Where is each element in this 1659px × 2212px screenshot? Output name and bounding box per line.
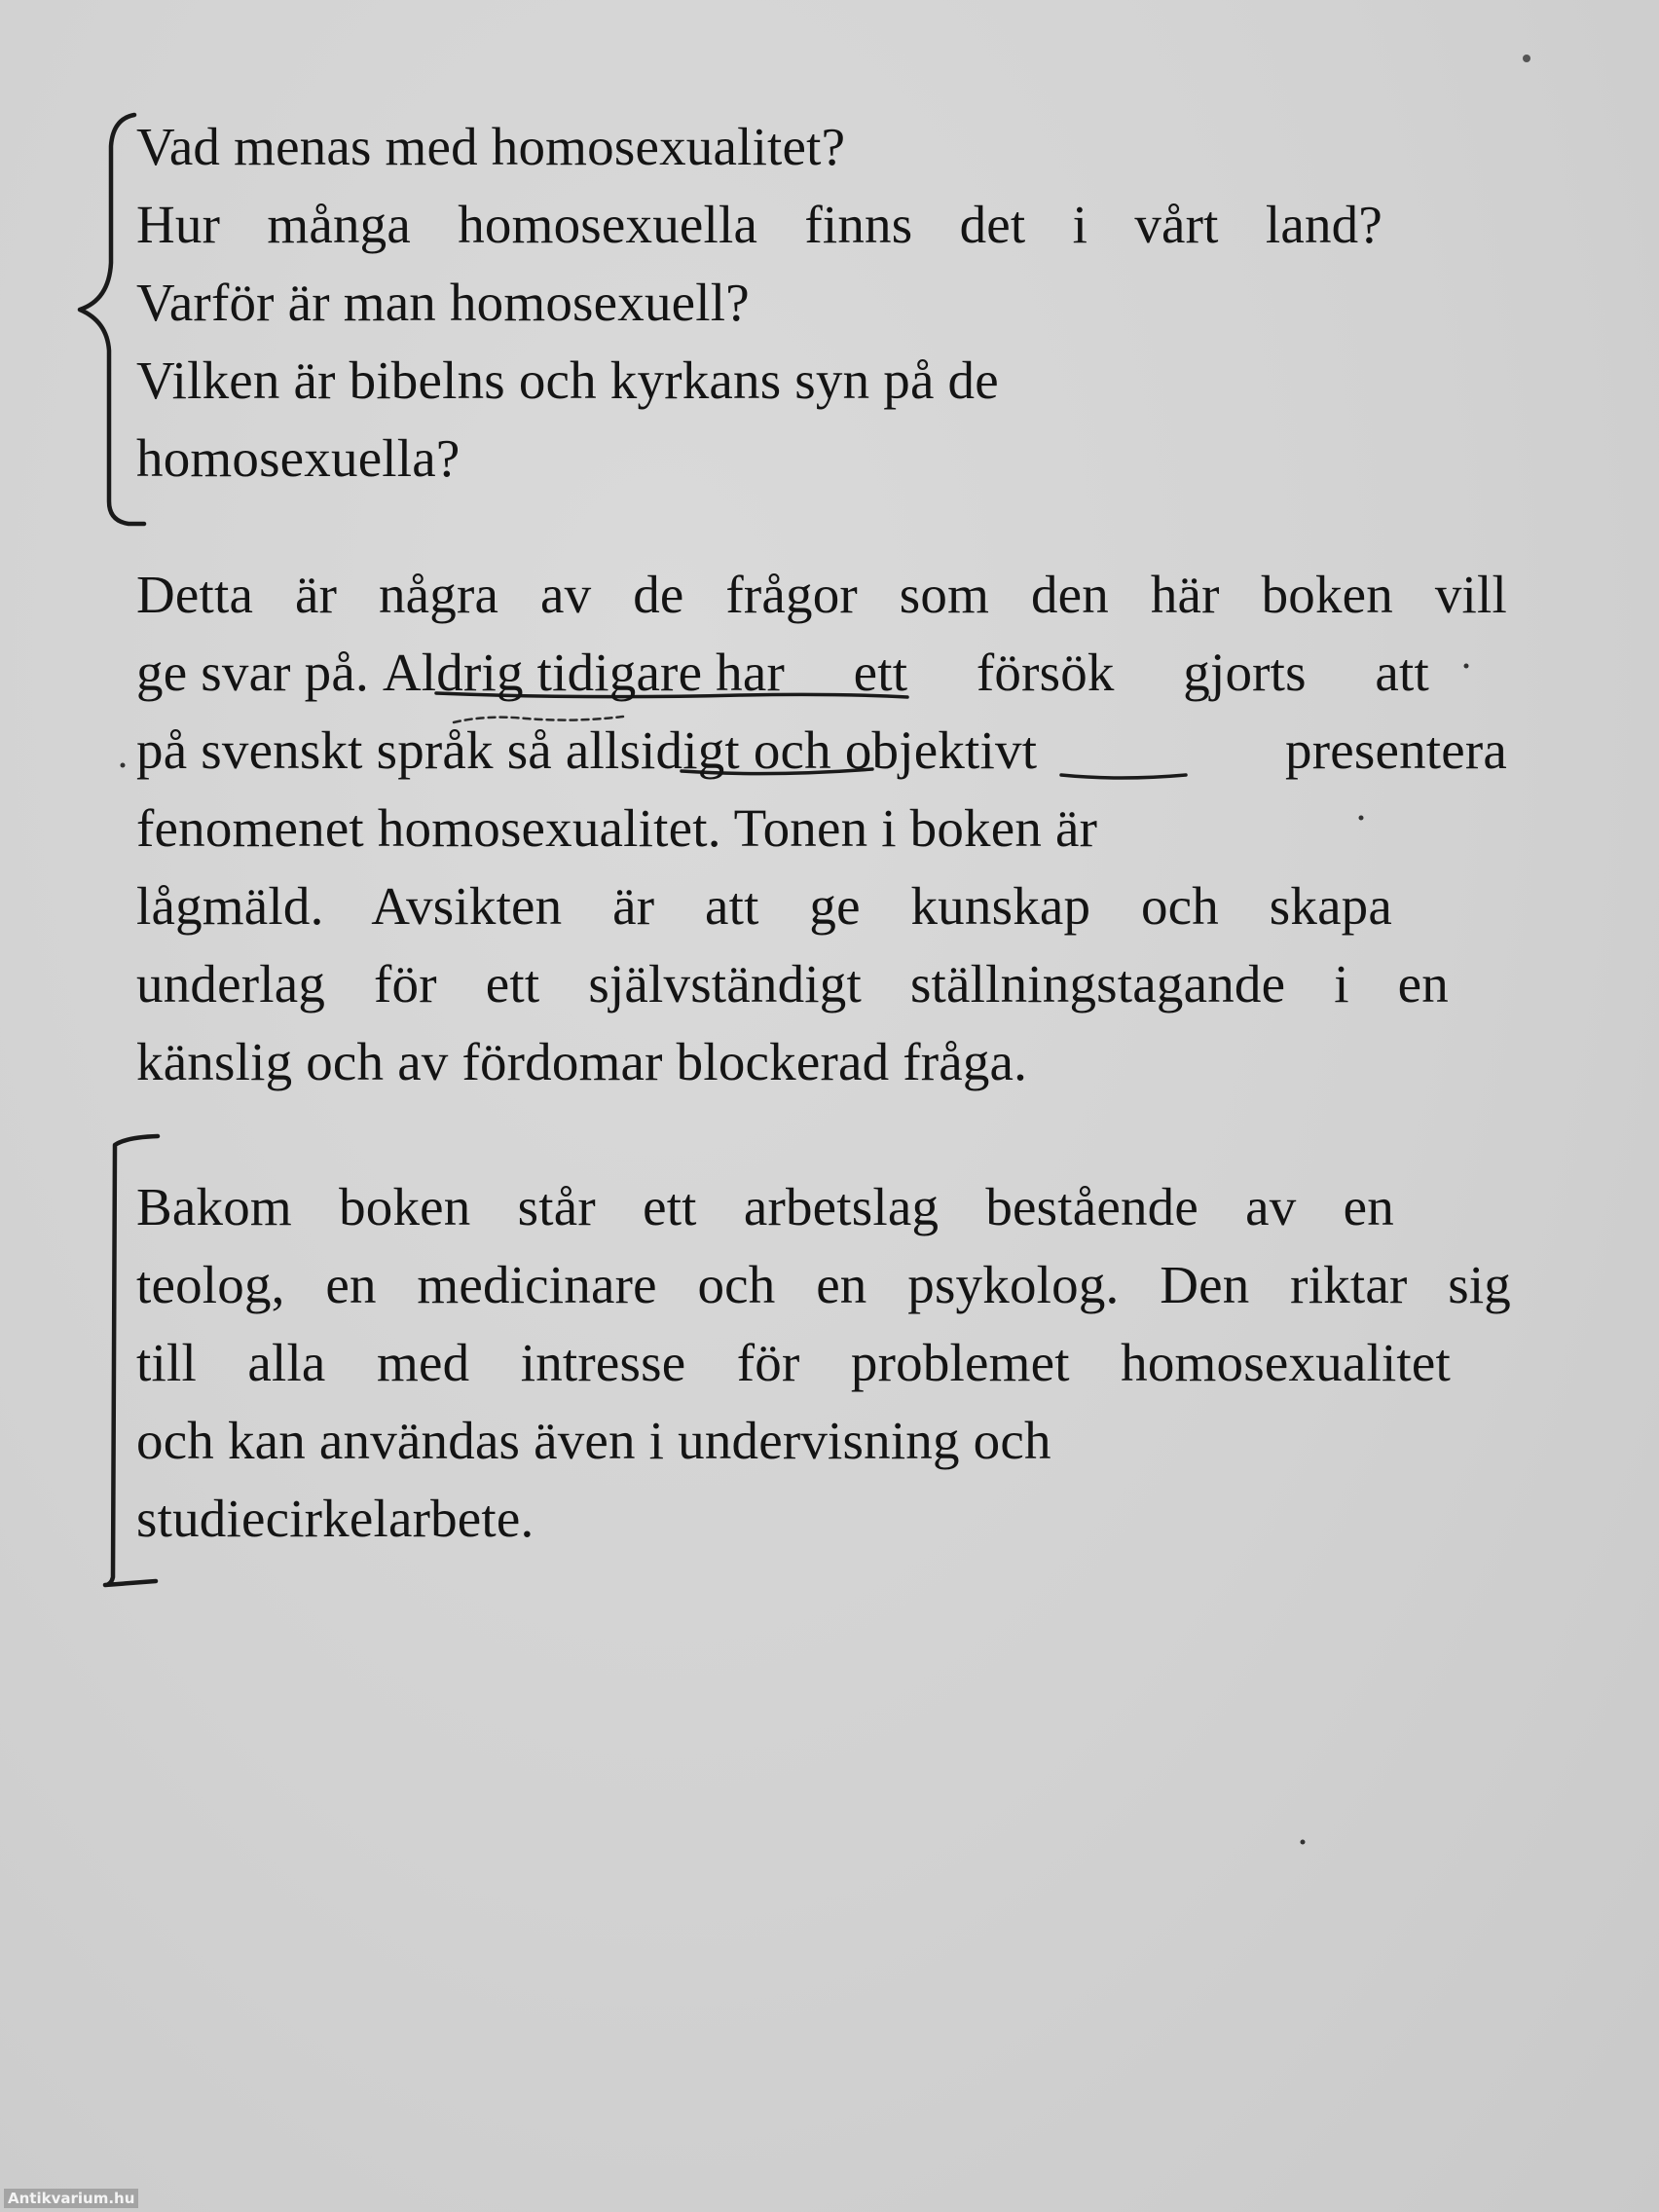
paragraph-line: till alla med intresse för problemet homosexualitet bbox=[136, 1333, 1451, 1392]
paragraph-text: ett försök gjorts att bbox=[784, 643, 1429, 702]
paragraph-line: Detta är några av de frågor som den här boken vill bbox=[136, 565, 1507, 624]
paragraph-line: och kan användas även i undervisning och bbox=[136, 1411, 1051, 1470]
paragraph-line bbox=[136, 634, 1429, 712]
question-line: Vilken är bibelns och kyrkans syn på de bbox=[136, 350, 999, 410]
paragraph-line: teolog, en medicinare och en psykolog. Den riktar sig bbox=[136, 1255, 1511, 1314]
paragraph-line bbox=[136, 712, 1507, 790]
paragraph-text: och obj bbox=[739, 720, 914, 780]
authors-paragraph bbox=[136, 1168, 1538, 1558]
paragraph-text: ge svar på. bbox=[136, 643, 383, 702]
paragraph-line: fenomenet homosexualitet. Tonen i boken är bbox=[136, 798, 1098, 858]
speck-mark bbox=[1523, 55, 1530, 62]
question-list bbox=[136, 108, 1538, 498]
speck-mark bbox=[121, 763, 126, 768]
paragraph-line: underlag för ett självständigt ställningstagande i en bbox=[136, 954, 1449, 1014]
paragraph-line: Bakom boken står ett arbetslag bestående av en bbox=[136, 1177, 1394, 1236]
underlined-phrase: llsidigt bbox=[589, 720, 740, 780]
paragraph-line: känslig och av fördomar blockerad fråga. bbox=[136, 1032, 1028, 1091]
underlined-phrase: Aldrig tidigare har bbox=[382, 643, 785, 702]
question-line: Varför är man homosexuell? bbox=[136, 273, 750, 332]
paragraph-text: på svenskt språk så a bbox=[136, 720, 590, 780]
paragraph-line: studiecirkelarbete. bbox=[136, 1489, 535, 1548]
paragraph-line: lågmäld. Avsikten är att ge kunskap och skapa bbox=[136, 876, 1392, 936]
description-paragraph bbox=[136, 556, 1538, 1101]
question-line: homosexuella? bbox=[136, 428, 461, 488]
underlined-phrase: ektiv bbox=[913, 720, 1022, 780]
speck-mark bbox=[1301, 1840, 1306, 1845]
paragraph-text: t presentera bbox=[1021, 720, 1507, 780]
curly-brace-mark bbox=[80, 115, 144, 524]
question-line: Vad menas med homosexualitet? bbox=[136, 117, 846, 176]
question-line: Hur många homosexuella finns det i vårt land? bbox=[136, 195, 1382, 254]
site-watermark: Antikvarium.hu bbox=[4, 2189, 138, 2208]
